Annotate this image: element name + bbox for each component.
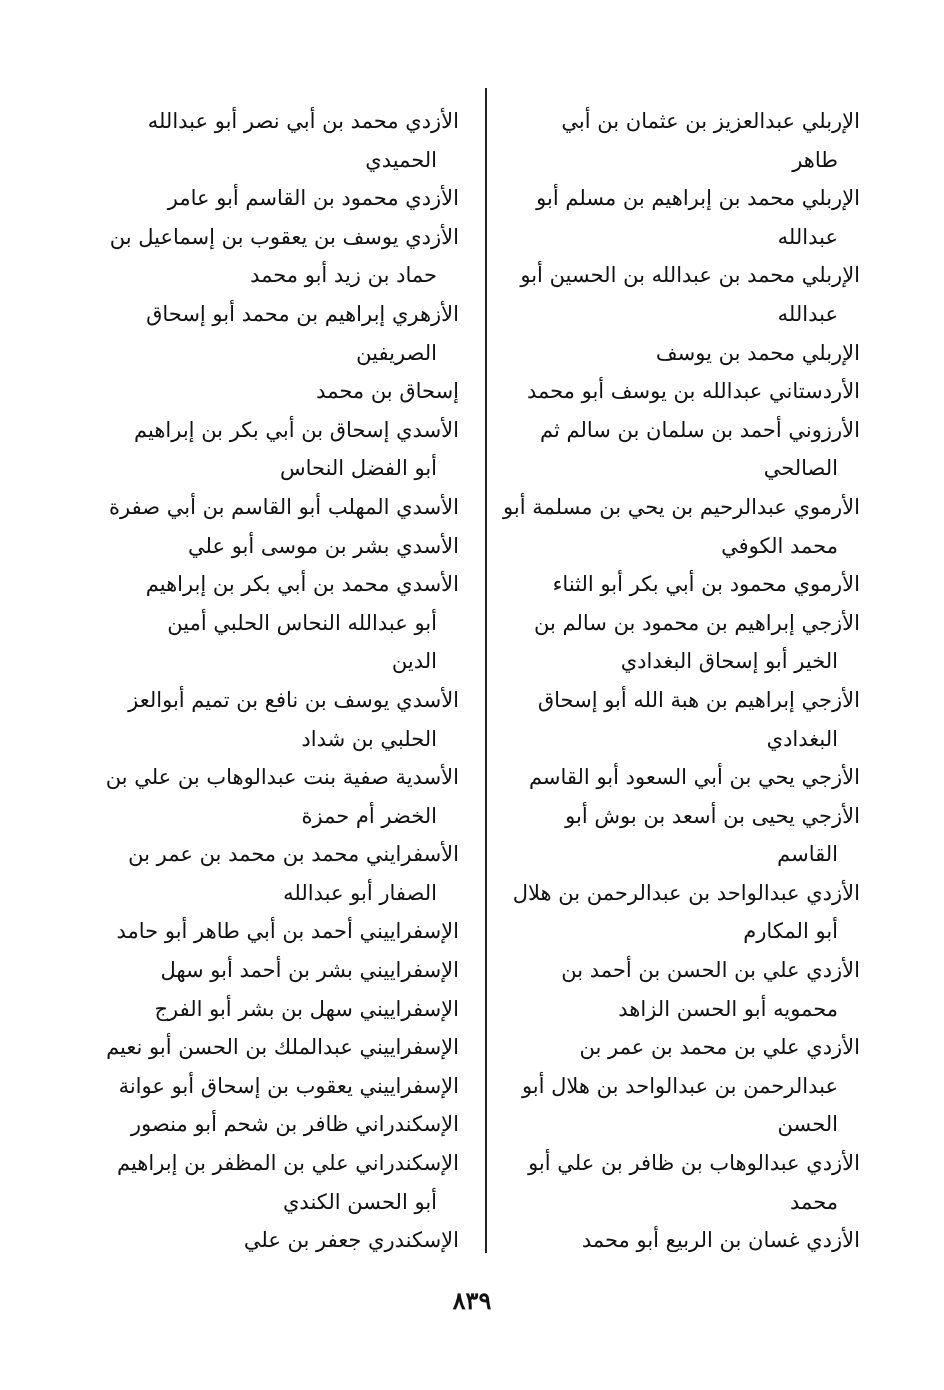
index-entry [498, 758, 860, 797]
entry-continuation: محمويه أبو الحسن الزاهد [618, 996, 838, 1021]
index-entry [84, 835, 459, 912]
index-entry [84, 642, 459, 681]
entry-first-line: الأسدي محمد بن أبي بكر بن إبراهيم [145, 572, 459, 597]
index-entry [84, 411, 459, 488]
entry-first-line: إسحاق بن محمد [316, 379, 459, 404]
entry-continuation: أبو الفضل النحاس [279, 456, 437, 481]
page-number: ٨٣٩ [452, 1286, 492, 1315]
entry-continuation: أبو المكارم [743, 919, 838, 944]
entry-continuation: الصالحي [763, 456, 838, 481]
entry-first-line: الإربلي محمد بن يوسف [655, 340, 860, 365]
entry-first-line: الإسفراييني بشر بن أحمد أبو سهل [160, 958, 459, 983]
entry-continuation: طاهر [792, 147, 838, 172]
entry-first-line: الإسفراييني أحمد بن أبي طاهر أبو حامد [116, 919, 459, 944]
entry-first-line: الإسفراييني سهل بن بشر أبو الفرج [154, 996, 459, 1021]
entry-first-line: الأزدي علي بن محمد بن عمر بن [579, 1035, 860, 1060]
entry-continuation: القاسم [777, 842, 838, 867]
index-entry [84, 1221, 459, 1260]
index-entry [498, 1028, 860, 1105]
entry-continuation: محمد [790, 1189, 838, 1214]
entry-first-line: الأسدية صفية بنت عبدالوهاب بن علي بن [105, 765, 459, 790]
index-entry [498, 372, 860, 411]
index-entry [498, 334, 860, 373]
index-entry [84, 295, 459, 372]
entry-first-line: الأزجي إبراهيم بن محمود بن سالم بن [534, 610, 860, 635]
entry-first-line: الأزدي محمد بن أبي نصر أبو عبدالله [147, 109, 459, 133]
index-entry [498, 179, 860, 256]
index-entry [84, 179, 459, 218]
index-entry [498, 102, 860, 179]
entry-continuation: الخضر أم حمزة [301, 803, 437, 828]
index-entry [84, 1067, 459, 1106]
entry-continuation: الخير أبو إسحاق البغدادي [620, 649, 838, 674]
index-entry [498, 488, 860, 565]
entry-continuation: أبو عبدالله النحاس الحلبي أمين [167, 610, 437, 635]
index-entry [84, 218, 459, 295]
index-entry [84, 1028, 459, 1067]
entry-first-line: الإسكندراني ظافر بن شحم أبو منصور [130, 1112, 459, 1137]
index-entry [84, 758, 459, 835]
index-entry [498, 1144, 860, 1221]
entry-first-line: الأردستاني عبدالله بن يوسف أبو محمد [526, 379, 860, 404]
entry-continuation: الحميدي [365, 147, 437, 172]
entry-first-line: الأسدي المهلب أبو القاسم بن أبي صفرة [109, 494, 459, 519]
entry-first-line: الأزدي علي بن الحسن بن أحمد بن [561, 958, 860, 983]
entry-first-line: الأسدي بشر بن موسى أبو علي [188, 533, 459, 558]
index-entry [498, 1221, 860, 1260]
entry-first-line: الأسفرايني محمد بن محمد بن عمر بن [128, 842, 459, 867]
index-entry [498, 1105, 860, 1144]
entry-continuation: محمد الكوفي [721, 533, 838, 558]
entry-first-line: الإربلي محمد بن إبراهيم بن مسلم أبو [536, 186, 860, 211]
entry-first-line: الإسفراييني يعقوب بن إسحاق أبو عوانة [118, 1073, 459, 1098]
entry-first-line: الأزدي محمود بن القاسم أبو عامر [167, 186, 459, 211]
index-entry [84, 912, 459, 951]
index-entry [84, 102, 459, 179]
entry-first-line: الأسدي إسحاق بن أبي بكر بن إبراهيم [134, 417, 459, 442]
column-divider [485, 88, 487, 1253]
index-entry [498, 874, 860, 951]
entry-first-line: الأرزوني أحمد بن سلمان بن سالم ثم [540, 417, 860, 442]
index-entry [498, 411, 860, 488]
index-entry [498, 951, 860, 1028]
entry-continuation: عبدالرحمن بن عبدالواحد بن هلال أبو [521, 1073, 838, 1098]
entry-first-line: الأرموي محمود بن أبي بكر أبو الثناء [552, 572, 860, 597]
entry-first-line: الأزدي غسان بن الربيع أبو محمد [581, 1228, 860, 1253]
index-entry [84, 1105, 459, 1144]
index-entry [498, 256, 860, 333]
entry-continuation: الصريفين [356, 340, 437, 365]
entry-continuation: حماد بن زيد أبو محمد [250, 263, 437, 288]
index-entry [84, 372, 459, 411]
entry-first-line: الأزدي عبدالوهاب بن ظافر بن علي أبو [528, 1151, 860, 1176]
entry-continuation: البغدادي [766, 726, 838, 751]
entry-first-line: الأزجي يحيى بن أسعد بن بوش أبو [565, 803, 860, 828]
left-column [84, 102, 459, 1260]
index-entry [84, 681, 459, 758]
index-entry [84, 1144, 459, 1221]
entry-continuation: الصفار أبو عبدالله [283, 880, 437, 905]
index-entry [84, 990, 459, 1029]
entry-first-line: الإسكندري جعفر بن علي [243, 1228, 459, 1253]
index-entry [84, 565, 459, 642]
entry-first-line: الإربلي عبدالعزيز بن عثمان بن أبي [561, 109, 860, 133]
entry-continuation: أبو الحسن الكندي [282, 1189, 437, 1214]
entry-continuation: عبدالله [777, 224, 838, 249]
entry-continuation: الحسن [777, 1112, 838, 1137]
entry-continuation: الدين [391, 649, 437, 674]
right-column [498, 102, 860, 1260]
index-entry [84, 527, 459, 566]
entry-first-line: الإسكندراني علي بن المظفر بن إبراهيم [116, 1151, 459, 1176]
entry-first-line: الأزجي إبراهيم بن هبة الله أبو إسحاق [537, 687, 860, 712]
index-entry [498, 565, 860, 604]
entry-first-line: الإسفراييني عبدالملك بن الحسن أبو نعيم [106, 1035, 459, 1060]
entry-continuation: عبدالله [777, 301, 838, 326]
entry-continuation: الحلبي بن شداد [301, 726, 437, 751]
index-entry [84, 488, 459, 527]
index-entry [498, 681, 860, 758]
index-entry [498, 604, 860, 681]
entry-first-line: الإربلي محمد بن عبدالله بن الحسين أبو [520, 263, 860, 288]
index-entry [84, 951, 459, 990]
entry-first-line: الأزجي يحي بن أبي السعود أبو القاسم [528, 765, 860, 790]
index-entry [498, 797, 860, 874]
entry-first-line: الأرموي عبدالرحيم بن يحي بن مسلمة أبو [503, 494, 860, 519]
entry-first-line: الأزهري إبراهيم بن محمد أبو إسحاق [146, 301, 459, 326]
entry-first-line: الأزدي يوسف بن يعقوب بن إسماعيل بن [109, 224, 459, 249]
entry-first-line: الأزدي عبدالواحد بن عبدالرحمن بن هلال [512, 880, 860, 905]
entry-first-line: الأسدي يوسف بن نافع بن تميم أبوالعز [128, 687, 459, 712]
